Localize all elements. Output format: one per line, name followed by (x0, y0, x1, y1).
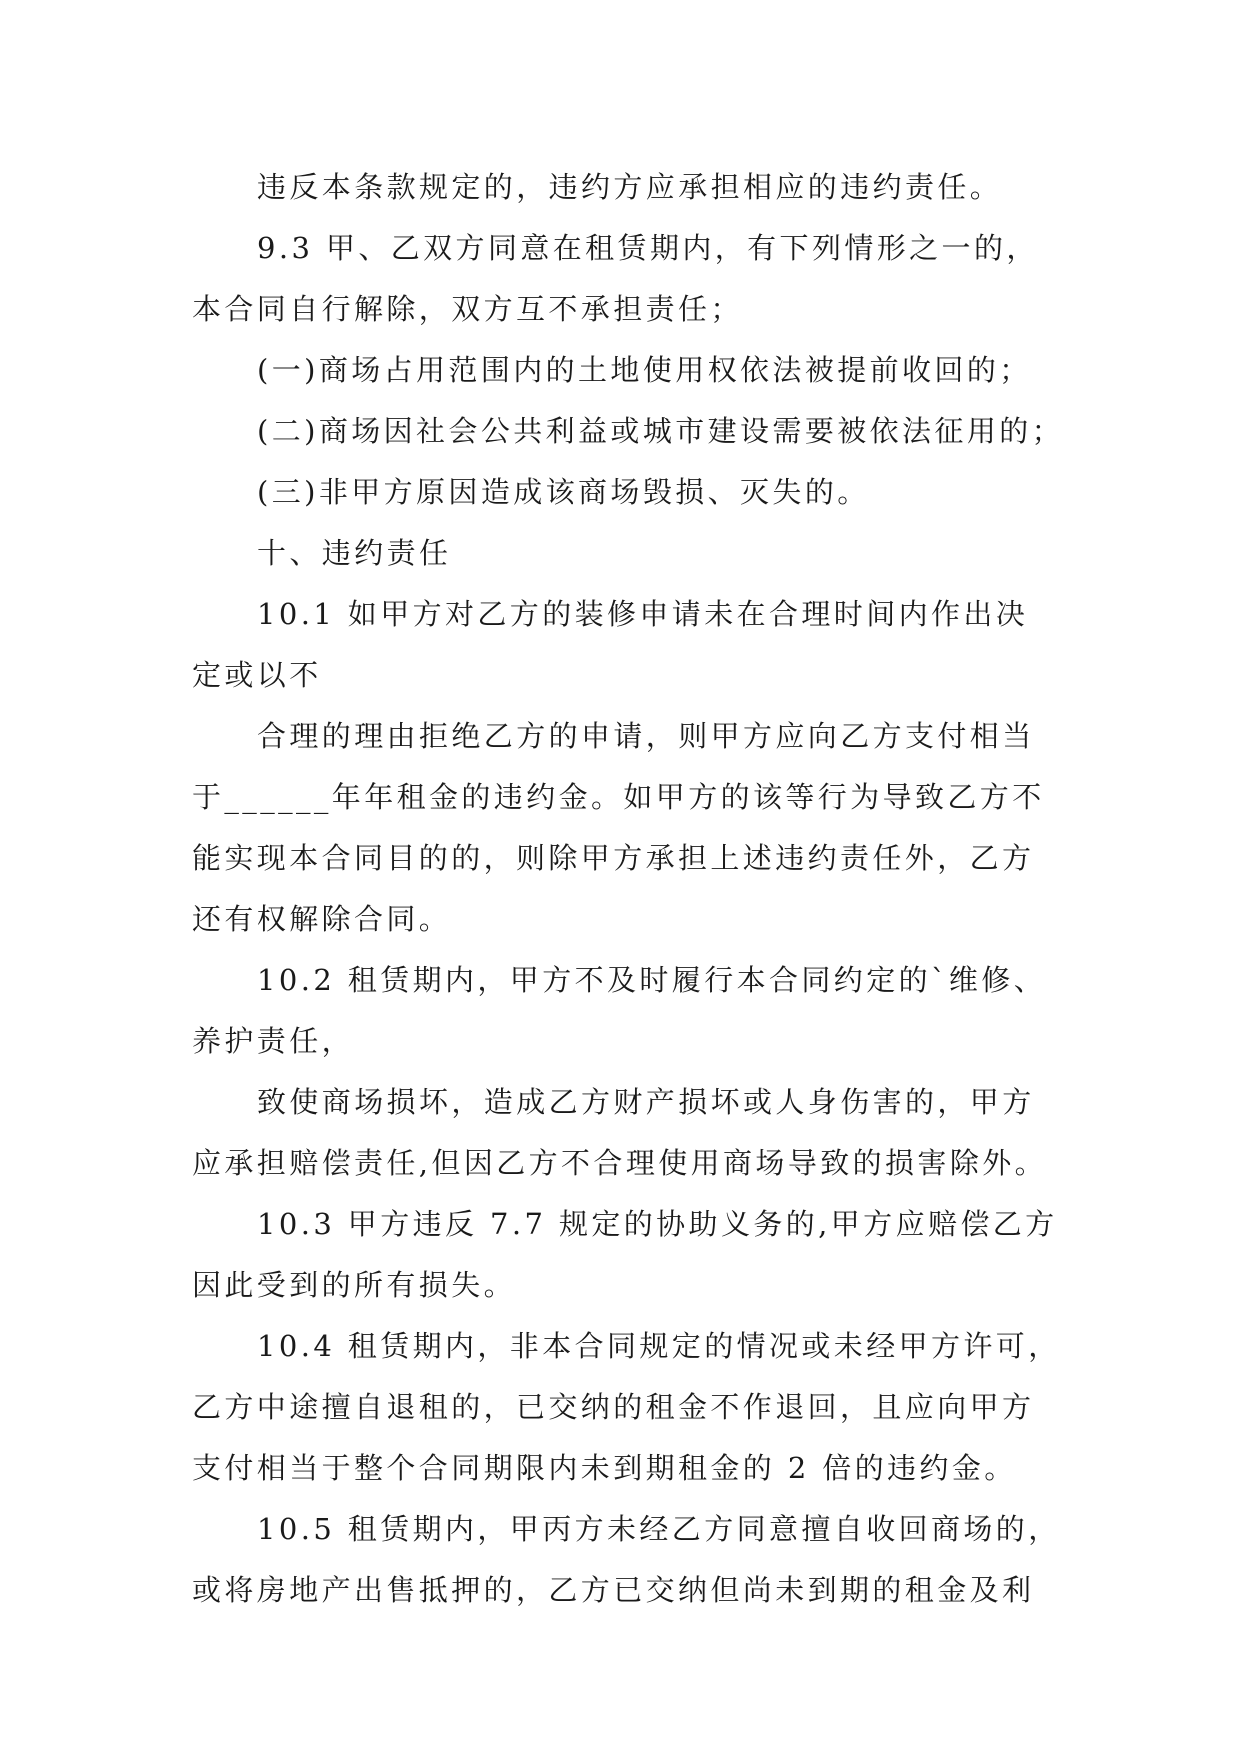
text-line: 应承担赔偿责任,但因乙方不合理使用商场导致的损害除外。 (192, 1146, 1048, 1180)
text-line: 还有权解除合同。 (192, 902, 452, 936)
text-line: 致使商场损坏，造成乙方财产损坏或人身伤害的，甲方 (257, 1085, 1035, 1119)
text-line: 定或以不 (192, 658, 322, 692)
text-line: 10.1 如甲方对乙方的装修申请未在合理时间内作出决 (257, 597, 1029, 631)
text-line: 违反本条款规定的，违约方应承担相应的违约责任。 (257, 170, 1003, 204)
text-line: 本合同自行解除，双方互不承担责任； (192, 292, 743, 326)
text-line: 于______年年租金的违约金。如甲方的该等行为导致乙方不 (192, 780, 1045, 814)
text-line: 10.4 租赁期内，非本合同规定的情况或未经甲方许可， (257, 1329, 1061, 1363)
document-body (192, 157, 1065, 1621)
text-line: 能实现本合同目的的，则除甲方承担上述违约责任外，乙方 (192, 841, 1035, 875)
text-line: (二)商场因社会公共利益或城市建设需要被依法征用的； (257, 414, 1065, 448)
text-line: 10.3 甲方违反 7.7 规定的协助义务的,甲方应赔偿乙方 (257, 1207, 1058, 1241)
section-heading: 十、违约责任 (257, 536, 452, 570)
text-line: (一)商场占用范围内的土地使用权依法被提前收回的； (257, 353, 1032, 387)
text-line: 10.5 租赁期内，甲丙方未经乙方同意擅自收回商场的， (257, 1512, 1061, 1546)
text-line: 10.2 租赁期内，甲方不及时履行本合同约定的`维修、 (257, 963, 1047, 997)
text-line: 支付相当于整个合同期限内未到期租金的 2 倍的违约金。 (192, 1451, 1017, 1485)
text-line: 乙方中途擅自退租的，已交纳的租金不作退回，且应向甲方 (192, 1390, 1035, 1424)
text-line: 9.3 甲、乙双方同意在租赁期内，有下列情形之一的， (257, 231, 1039, 265)
text-line: 或将房地产出售抵押的，乙方已交纳但尚未到期的租金及利 (192, 1573, 1035, 1607)
text-line: 合理的理由拒绝乙方的申请，则甲方应向乙方支付相当 (257, 719, 1035, 753)
text-line: 养护责任， (192, 1024, 355, 1058)
text-line: (三)非甲方原因造成该商场毁损、灭失的。 (257, 475, 870, 509)
text-line: 因此受到的所有损失。 (192, 1268, 517, 1302)
